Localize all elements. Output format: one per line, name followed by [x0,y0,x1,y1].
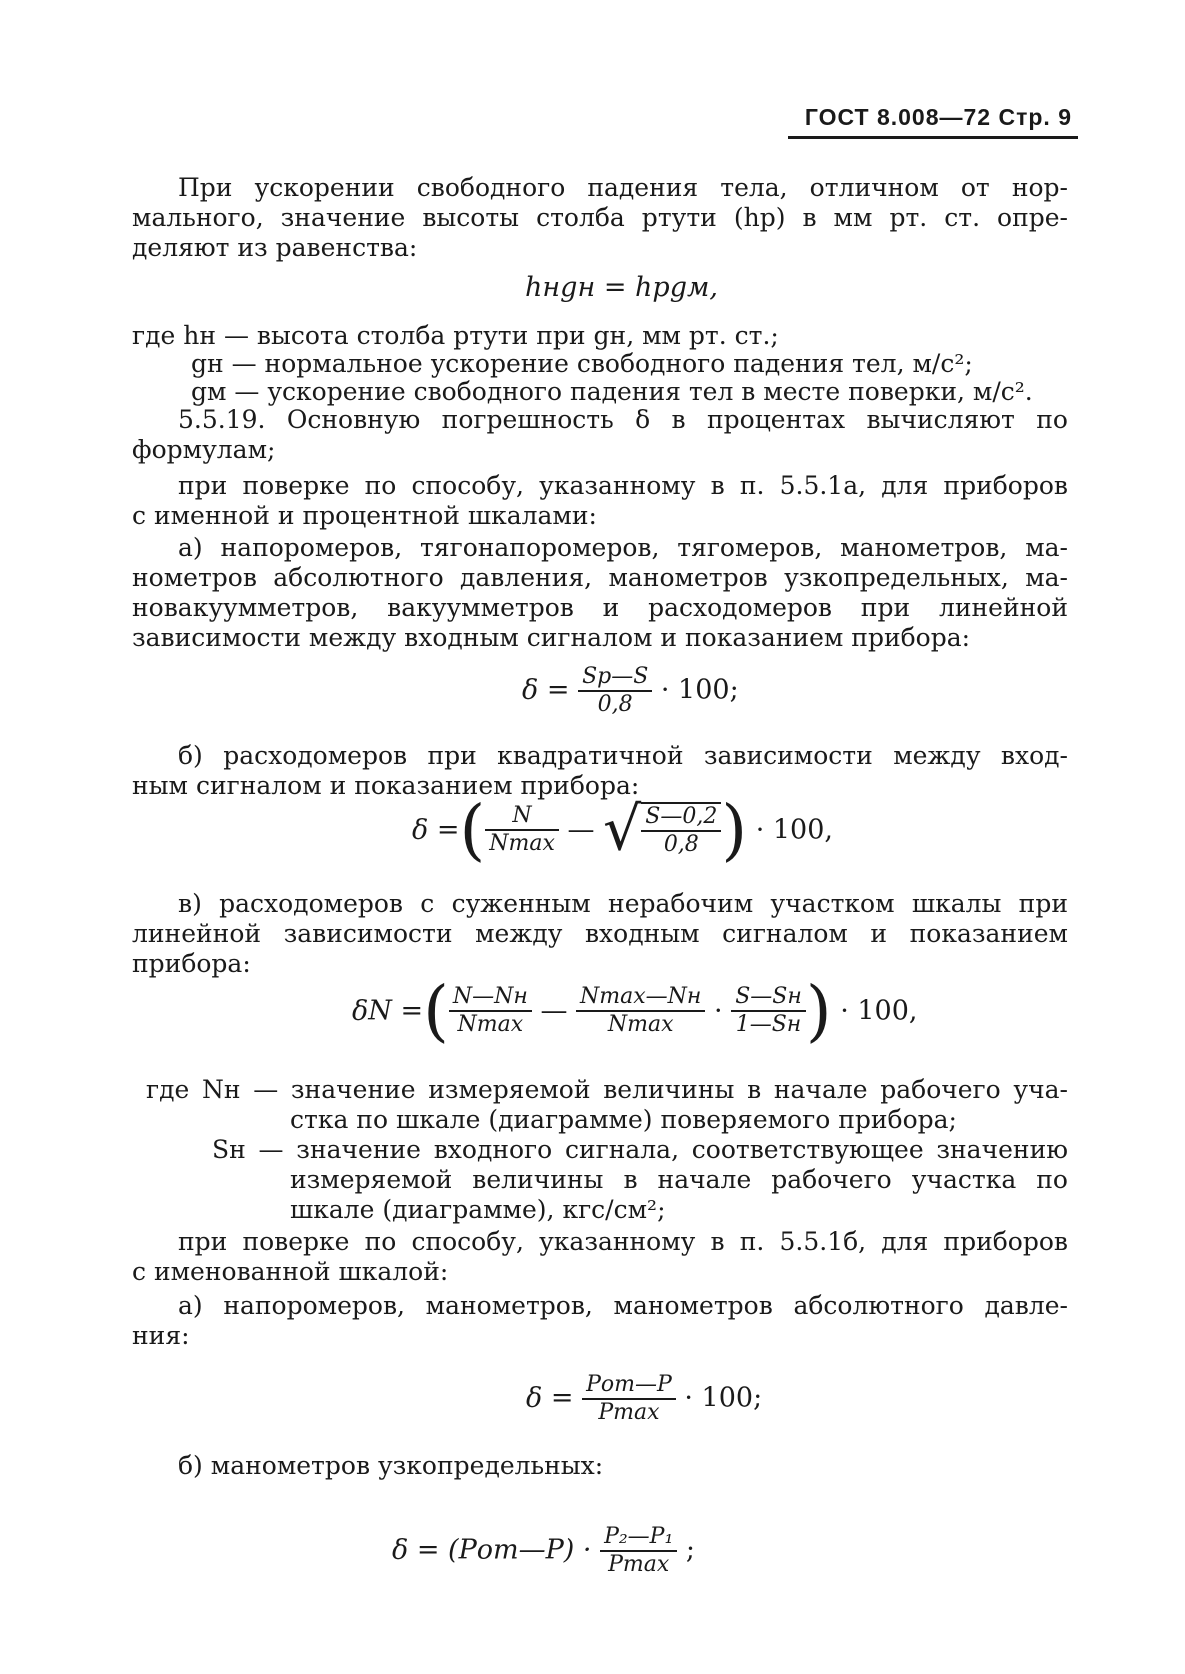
text-line: Sн — значение входного сигнала, соответствующее значению [212,1135,1068,1164]
text-line: а) напоромеров, тягонапоромеров, тягомеров, манометров, ма- [178,533,1068,562]
text-line: нометров абсолютного давления, манометров узкопредельных, ма- [132,563,1068,592]
page-header: ГОСТ 8.008—72 Стр. 9 [804,104,1072,130]
text-line: ным сигналом и показанием прибора: [132,771,640,800]
equation: hнgн = hрgм, [525,272,718,303]
text-line: с именованной шкалой: [132,1257,449,1286]
text-line: ния: [132,1321,190,1350]
text-line: формулам; [132,435,276,464]
text-line: мального, значение высоты столба ртути (hр) в мм рт. ст. опре- [132,203,1068,232]
formula-4: δ = $\frac{\text{Pот—P}}{Pmax}$ · 100; [526,1372,763,1425]
text-line: 5.5.19. Основную погрешность δ в процентах вычисляют по [178,405,1068,434]
text-line: новакуумметров, вакуумметров и расходомеров при линейной [132,593,1068,622]
text-line: где hн — высота столба ртути при gн, мм рт. ст.; [132,321,779,350]
formula-1: δ = $\frac{Sр—S}{0,8}$ · 100; [522,664,739,717]
text-line: деляют из равенства: [132,233,418,262]
text-line: б) манометров узкопредельных: [178,1451,604,1480]
text-line: линейной зависимости между входным сигналом и показанием [132,919,1068,948]
text-line: При ускорении свободного падения тела, отличном от нор- [178,173,1068,202]
text-line: с именной и процентной шкалами: [132,501,597,530]
formula-3: δN =( $\frac{N—Nн}{Nmax}$ — $\frac{Nmax—Nн}{Nmax}$ · $\frac{S—Sн}{1—Sн}$ ) · 100, [352,972,918,1050]
text-line: измеряемой величины в начале рабочего участка по [290,1165,1068,1194]
text-line: зависимости между входным сигналом и показанием прибора: [132,623,971,652]
text-line: стка по шкале (диаграмме) поверяемого прибора; [290,1105,957,1134]
text-line: в) расходомеров с суженным нерабочим участком шкалы при [178,889,1068,918]
text-line: gн — нормальное ускорение свободного падения тел, м/с²; [191,349,973,378]
text-line: а) напоромеров, манометров, манометров абсолютного давле- [178,1291,1068,1320]
text-line: шкале (диаграмме), кгс/см²; [290,1195,666,1224]
text-line: при поверке по способу, указанному в п. 5.5.1а, для приборов [178,471,1068,500]
text-line: б) расходомеров при квадратичной зависимости между вход- [178,741,1068,770]
text-line: при поверке по способу, указанному в п. 5.5.1б, для приборов [178,1227,1068,1256]
text-line: прибора: [132,949,251,978]
text-line: gм — ускорение свободного падения тел в месте поверки, м/с². [191,377,1033,406]
formula-2: δ =( $\frac{N}{Nmax}$ — √ $\frac{S—0,2}{0,8}$ ) · 100, [412,791,833,869]
formula-5: δ = (Pот—P) · $\frac{\text{P₂—P₁}}{Pmax}$ ; [392,1524,696,1577]
text-line: где Nн — значение измеряемой величины в начале рабочего уча- [146,1075,1068,1104]
